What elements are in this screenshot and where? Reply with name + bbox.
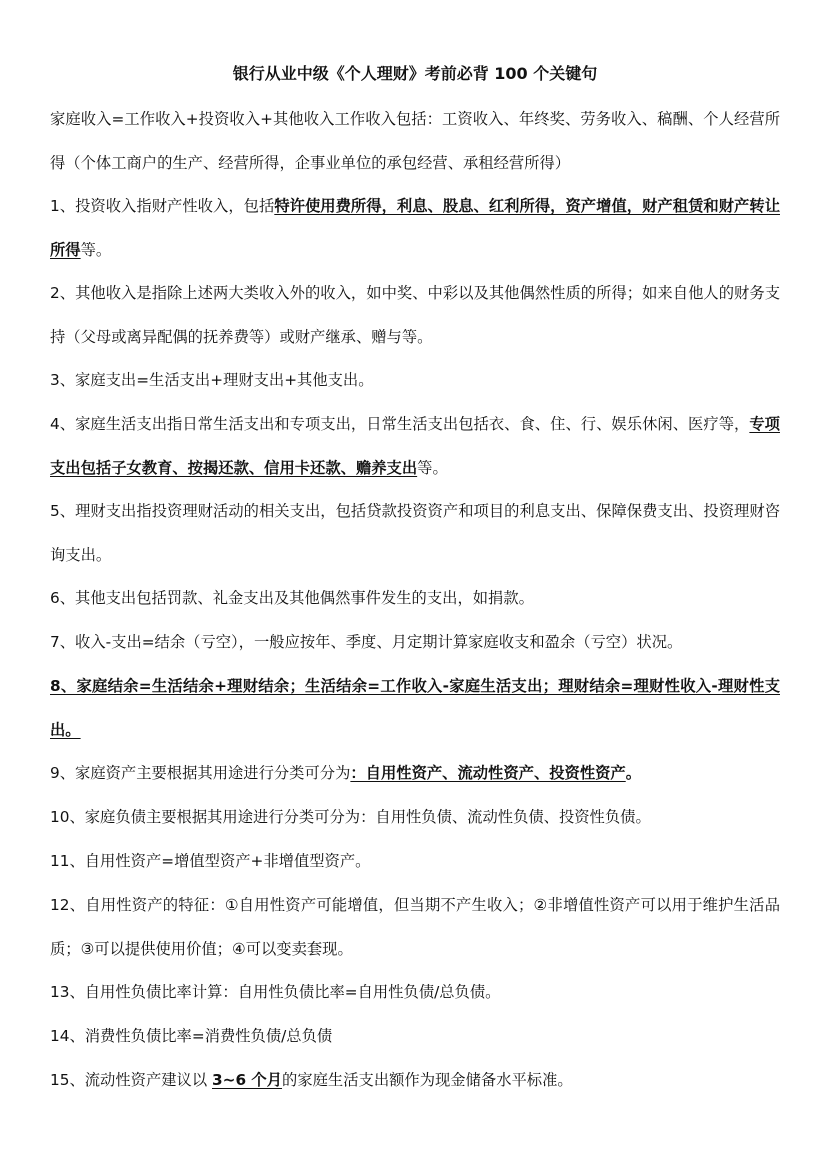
paragraph-text: 13、自用性负债比率计算：自用性负债比率=自用性负债/总负债。 [50, 983, 501, 1001]
paragraph [50, 490, 780, 577]
page-title: 银行从业中级《个人理财》考前必背 100 个关键句 [232, 64, 598, 83]
paragraph [50, 185, 780, 272]
emphasis-text: 特许使用费所得，利息、股息、红利所得，资产增值，财产租赁和财产转让所得 [50, 197, 780, 259]
paragraph-text: 等。 [417, 458, 448, 477]
paragraph-text: 9、家庭资产主要根据其用途进行分类可分为 [50, 764, 351, 782]
paragraph-text: 5、理财支出指投资理财活动的相关支出，包括贷款投资资产和项目的利息支出、保障保费支出、投资理财咨询支出。 [50, 502, 780, 564]
paragraph-text: 14、消费性负债比率=消费性负债/总负债 [50, 1027, 333, 1045]
paragraph-text: 2、其他收入是指除上述两大类收入外的收入，如中奖、中彩以及其他偶然性质的所得；如来自他人的财务支持（父母或离异配偶的抚养费等）或财产继承、赠与等。 [50, 284, 780, 346]
paragraph [50, 403, 780, 490]
paragraph-text: 的家庭生活支出额作为现金储备水平标准。 [282, 1071, 573, 1089]
paragraph-text: 等。 [80, 240, 112, 259]
paragraph-text: 12、自用性资产的特征：①自用性资产可能增值，但当期不产生收入；②非增值性资产可以用于维护生活品质；③可以提供使用价值；④可以变卖套现。 [50, 896, 780, 958]
paragraph [50, 752, 780, 796]
paragraph [50, 840, 780, 884]
paragraph-text: 7、收入-支出=结余（亏空），一般应按年、季度、月定期计算家庭收支和盈余（亏空）状况。 [50, 633, 683, 651]
emphasis-text: ：自用性资产、流动性资产、投资性资产 [350, 764, 626, 782]
paragraph [50, 359, 780, 403]
emphasis-text: 专项支出包括子女教育、按揭还款、信用卡还款、赡养支出 [50, 415, 780, 477]
paragraph-text: 4、家庭生活支出指日常生活支出和专项支出，日常生活支出包括衣、食、住、行、娱乐休闲、医疗等， [50, 415, 750, 433]
paragraph [50, 796, 780, 840]
emphasis-text: 3~6 个月 [212, 1071, 283, 1089]
paragraph [50, 971, 780, 1015]
paragraph [50, 1015, 780, 1059]
paragraph-text: 1、投资收入指财产性收入，包括 [50, 197, 275, 215]
paragraph-text: 3、家庭支出=生活支出+理财支出+其他支出。 [50, 371, 374, 389]
paragraph-text: 10、家庭负债主要根据其用途进行分类可分为：自用性负债、流动性负债、投资性负债。 [50, 808, 651, 826]
paragraph [50, 884, 780, 971]
emphasis-text: 。 [625, 764, 642, 782]
paragraph-text: 11、自用性资产=增值型资产+非增值型资产。 [50, 852, 371, 870]
paragraph [50, 272, 780, 359]
paragraph [50, 1059, 780, 1103]
paragraph-text: 15、流动性资产建议以 [50, 1071, 212, 1089]
paragraph [50, 577, 780, 621]
paragraph-text: 家庭收入=工作收入+投资收入+其他收入工作收入包括：工资收入、年终奖、劳务收入、稿酬、个人经营所得（个体工商户的生产、经营所得，企事业单位的承包经营、承租经营所得） [50, 110, 780, 172]
paragraph [50, 665, 780, 752]
emphasis-text: 8、家庭结余=生活结余+理财结余；生活结余=工作收入-家庭生活支出；理财结余=理财性收入-理财性支出。 [50, 677, 780, 739]
paragraph [50, 98, 780, 185]
paragraph [50, 621, 780, 665]
paragraph-text: 6、其他支出包括罚款、礼金支出及其他偶然事件发生的支出，如捐款。 [50, 589, 534, 607]
